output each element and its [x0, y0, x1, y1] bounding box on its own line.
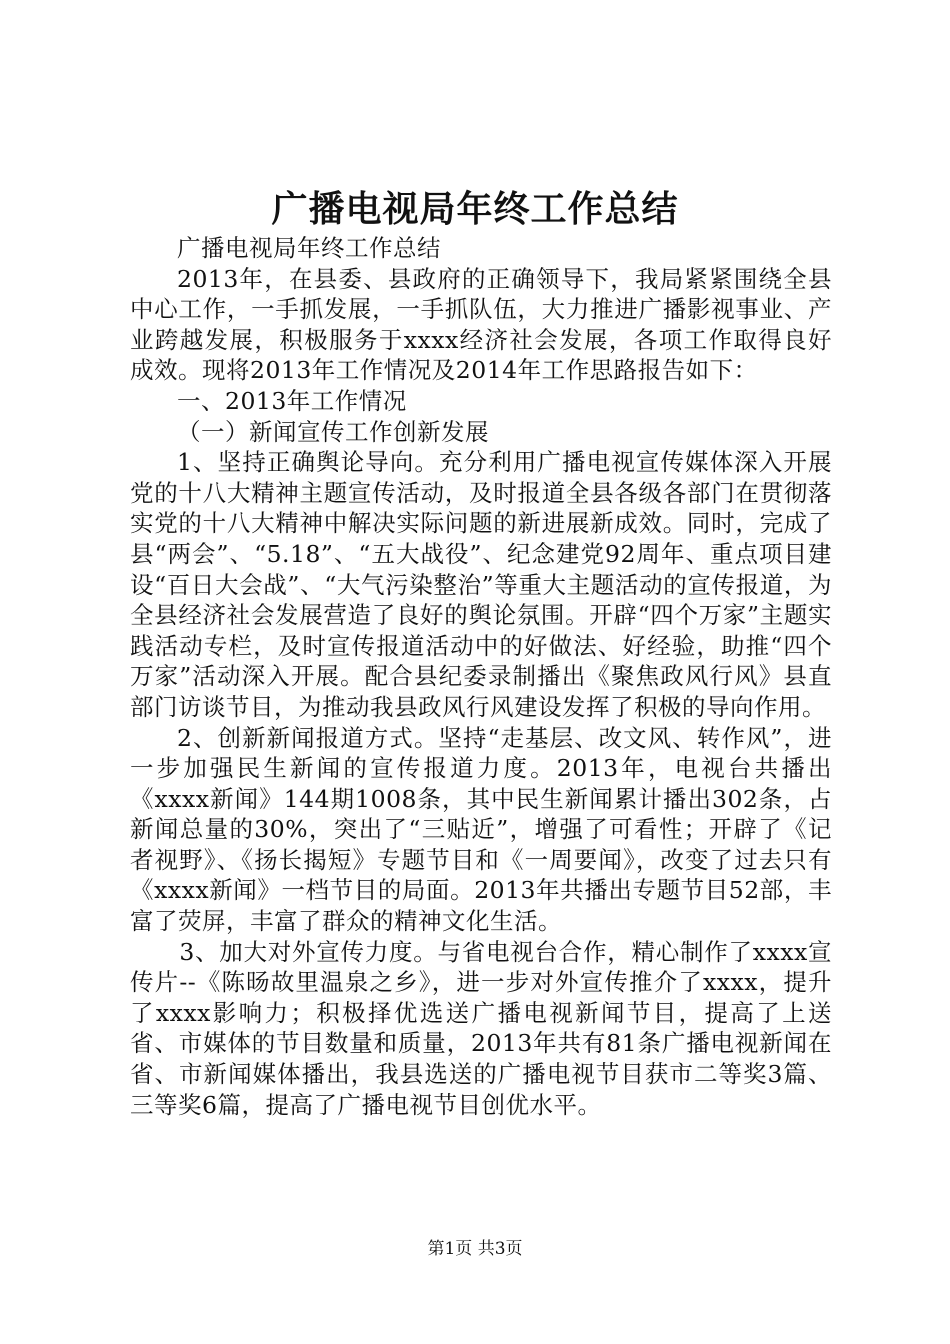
paragraph-intro: 2013年，在县委、县政府的正确领导下，我局紧紧围绕全县中心工作，一手抓发展，一手抓队伍，大力推进广播影视事业、产业跨越发展，积极服务于xxxx经济社会发展，各项工作取得良好成效。现将2013年工作情况及2014年工作思路报告如下： [130, 264, 832, 385]
subsection-heading: （一）新闻宣传工作创新发展 [177, 417, 489, 446]
document-body [130, 233, 832, 1120]
section-heading: 一、2013年工作情况 [177, 386, 407, 415]
document-title: 广播电视局年终工作总结 [271, 188, 679, 230]
paragraph-item-1: 1、坚持正确舆论导向。充分利用广播电视宣传媒体深入开展党的十八大精神主题宣传活动，及时报道全县各级各部门在贯彻落实党的十八大精神中解决实际问题的新进展新成效。同时，完成了县“两会”、“5.18”、“五大战役”、纪念建党92周年、重点项目建设“百日大会战”、“大气污染整治”等重大主题活动的宣传报道，为全县经济社会发展营造了良好的舆论氛围。开辟“四个万家”主题实践活动专栏，及时宣传报道活动中的好做法、好经验，助推“四个万家”活动深入开展。配合县纪委录制播出《聚焦政风行风》县直部门访谈节目，为推动我县政风行风建设发挥了积极的导向作用。 [130, 448, 832, 721]
paragraph-subtitle: 广播电视局年终工作总结 [177, 234, 441, 262]
page-footer: 第1页 共3页 [427, 1239, 523, 1259]
paragraph-item-3: 3、加大对外宣传力度。与省电视台合作，精心制作了xxxx宣传片--《陈旸故里温泉之乡》，进一步对外宣传推介了xxxx，提升了xxxx影响力；积极择优选送广播电视新闻节目，提高了上送省、市媒体的节目数量和质量，2013年共有81条广播电视新闻在省、市新闻媒体播出，我县选送的广播电视节目获市二等奖3篇、三等奖6篇，提高了广播电视节目创优水平。 [130, 937, 832, 1119]
paragraph-item-2: 2、创新新闻报道方式。坚持“走基层、改文风、转作风”，进一步加强民生新闻的宣传报道力度。2013年，电视台共播出《xxxx新闻》144期1008条，其中民生新闻累计播出302条，占新闻总量的30%，突出了“三贴近”，增强了可看性；开辟了《记者视野》、《扬长揭短》专题节目和《一周要闻》，改变了过去只有《xxxx新闻》一档节目的局面。2013年共播出专题节目52部，丰富了荧屏，丰富了群众的精神文化生活。 [130, 723, 832, 936]
